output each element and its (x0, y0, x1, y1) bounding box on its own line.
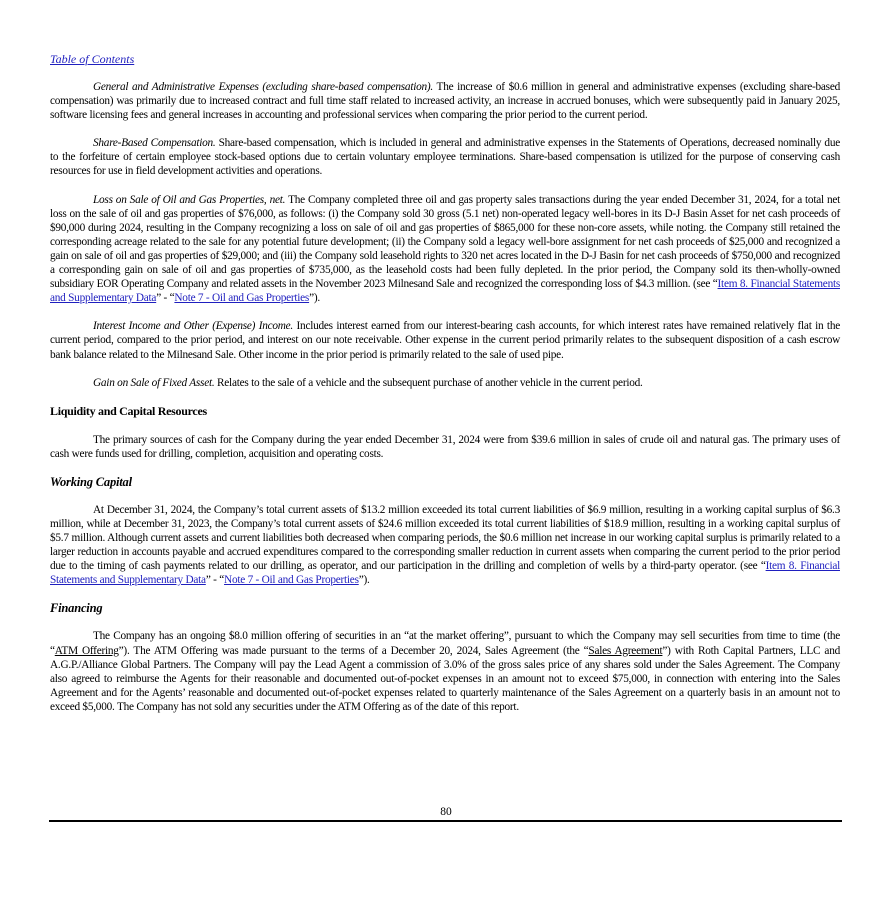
loss-on-sale-text: The Company completed three oil and gas property sales transactions during the year ended December 31, 2024, for a total net loss on the sale of oil and gas properties of $76,000, as follows: (i) the Company sold 30 gross (5.1 net) non-operated legacy well-bores in its D-J Basin Asset for net cash proceeds of $90,000 during 2024, resulting in the Company recognizing a loss on sale of oil and gas properties of $865,000 for these non-core assets, while noting. the Company still retained the corresponding acreage related to the sale for any potential future development; (ii) the Company sold a legacy well-bore assignment for net cash proceeds of $25,000 and recognized a gain on sale of oil and gas properties of $29,000; and (iii) the Company sold leasehold rights to 320 net acres located in the D-J Basin for net cash proceeds of $750,000 and recognized a corresponding gain on sale of oil and gas properties of $735,000, as the leasehold costs had been fully depleted. In the prior period, the Company sold its then-wholly-owned subsidiary EOR Operating Company and related assets in the November 2023 Milnesand Sale and recognized the corresponding loss of $4.3 million. (see “ (50, 193, 840, 291)
table-of-contents-link[interactable]: Table of Contents (50, 52, 135, 66)
document-page (50, 52, 840, 714)
page-number: 80 (440, 806, 452, 818)
financing-paragraph (50, 629, 840, 714)
link-separator: ” - “ (205, 574, 225, 587)
closing-paren: ”). (358, 574, 370, 587)
footer-rule (49, 820, 842, 822)
financing-heading: Financing (50, 601, 103, 616)
gain-fixed-asset-lead: Gain on Sale of Fixed Asset. (93, 376, 215, 389)
item8-link[interactable]: Item 8. Financial Statements and Supplementary Data (50, 278, 840, 305)
liquidity-paragraph: The primary sources of cash for the Company during the year ended December 31, 2024 were from $39.6 million in sales of crude oil and natural gas. The primary uses of cash were funds used for drilling, completion, acquisition and operating costs. (50, 433, 840, 460)
loss-on-sale-lead: Loss on Sale of Oil and Gas Properties, net. (93, 193, 286, 206)
financing-text-2: ”). The ATM Offering was made pursuant to the terms of a December 20, 2024, Sales Agreement (the “ (118, 644, 589, 657)
financing-text-3: ”) with Roth Capital Partners, LLC and A.G.P./Alliance Global Partners. The Company will pay the Lead Agent a commission of 3.0% of the gross sales price of any shares sold under the Sales Agreement. The Company also agreed to reimburse the Agents for their reasonable and documented out-of-pocket expenses in an amount not to exceed $75,000, in connection with entering into the Sales Agreement and for the Agents’ reasonable and documented out-of-pocket expenses related to quarterly maintenance of the Sales Agreement on a quarterly basis in an amount not to exceed $5,000. The Company has not sold any securities under the ATM Offering as of the date of this report. (50, 644, 840, 713)
financing-text-1: The Company has an ongoing $8.0 million offering of securities in an “at the market offering”, pursuant to which the Company may sell securities from time to time (the “ (50, 630, 840, 657)
gain-fixed-asset-paragraph (50, 376, 840, 390)
ga-expenses-paragraph (50, 80, 840, 122)
working-capital-paragraph (50, 503, 840, 588)
ga-expenses-text: The increase of $0.6 million in general and administrative expenses (excluding share-based compensation) was primarily due to increased contract and full time staff related to increased activity, an increase in accrued bonuses, which were subsequently paid in January 2025, software licensing fees and general increases in accounting and professional services when comparing the prior period to the current period. (50, 81, 840, 122)
share-based-comp-text: Share-based compensation, which is included in general and administrative expenses in the Statements of Operations, decreased nominally due to the forfeiture of certain employee stock-based options due to certain voluntary employee terminations. Share-based compensation is utilized for the purpose of conserving cash resources for use in field development activities and operations. (50, 137, 840, 178)
working-capital-heading: Working Capital (50, 474, 132, 489)
ga-expenses-lead: General and Administrative Expenses (excluding share-based compensation). (93, 81, 433, 93)
link-separator: ” - “ (156, 292, 175, 305)
share-based-comp-lead: Share-Based Compensation. (93, 137, 216, 150)
interest-income-paragraph (50, 319, 840, 361)
sales-agreement-term: Sales Agreement (588, 644, 663, 657)
working-capital-text: At December 31, 2024, the Company’s total current assets of $13.2 million exceeded its total current liabilities of $6.9 million, resulting in a working capital surplus of $6.3 million, while at December 31, 2023, the Company’s total current assets of $24.6 million exceeded its total current liabilities of $18.9 million, resulting in a working capital surplus of $5.7 million. Although current assets and current liabilities both decreased when comparing periods, the $0.6 million net increase in our working capital surplus is primarily related to a larger reduction in accounts payable and accrued expenditures compared to the corresponding smaller reduction in current assets when comparing the current period to the prior period due to the timing of cash payments related to our drilling, as operator, and our participation in the drilling and completion of wells by a third-party operator. (see “ (50, 503, 840, 573)
loss-on-sale-paragraph (50, 193, 840, 306)
gain-fixed-asset-text: Relates to the sale of a vehicle and the subsequent purchase of another vehicle in the current period. (214, 376, 643, 389)
interest-income-text: Includes interest earned from our interest-bearing cash accounts, for which interest rates have remained relatively flat in the current period, compared to the prior period, and interest on our note receivable. Other expense in the current period primarily relates to the subsequent disposition of a cash escrow bank balance related to the Milnesand Sale. Other income in the prior period is primarily related to the sale of used pipe. (50, 320, 840, 361)
share-based-comp-paragraph (50, 136, 840, 178)
liquidity-heading: Liquidity and Capital Resources (50, 403, 207, 418)
note7-link[interactable]: Note 7 - Oil and Gas Properties (224, 574, 359, 587)
atm-offering-term: ATM Offering (54, 644, 119, 657)
closing-paren: ”). (309, 292, 320, 305)
item8-link[interactable]: Item 8. Financial Statements and Supplementary Data (50, 560, 840, 587)
note7-link[interactable]: Note 7 - Oil and Gas Properties (174, 292, 310, 305)
interest-income-lead: Interest Income and Other (Expense) Income. (93, 320, 294, 333)
